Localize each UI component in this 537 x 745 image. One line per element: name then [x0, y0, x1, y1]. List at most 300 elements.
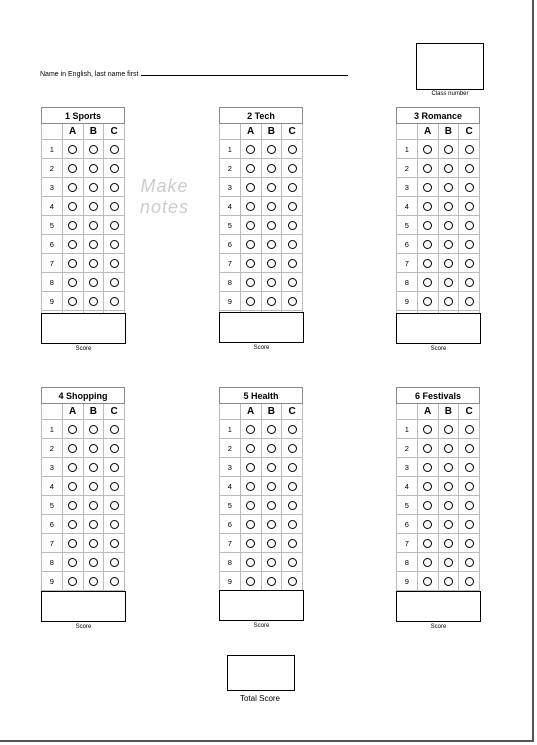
bubble-cell[interactable]: [459, 477, 480, 496]
bubble-cell[interactable]: [83, 159, 104, 178]
answer-bubble[interactable]: [288, 501, 297, 510]
bubble-cell[interactable]: [104, 477, 125, 496]
bubble-cell[interactable]: [104, 458, 125, 477]
answer-bubble[interactable]: [110, 221, 119, 230]
answer-bubble[interactable]: [444, 482, 453, 491]
answer-bubble[interactable]: [423, 221, 432, 230]
bubble-cell[interactable]: [282, 572, 303, 591]
answer-bubble[interactable]: [423, 482, 432, 491]
bubble-cell[interactable]: [417, 235, 438, 254]
bubble-cell[interactable]: [104, 178, 125, 197]
answer-bubble[interactable]: [246, 164, 255, 173]
bubble-cell[interactable]: [459, 178, 480, 197]
answer-bubble[interactable]: [444, 444, 453, 453]
answer-bubble[interactable]: [89, 558, 98, 567]
bubble-cell[interactable]: [459, 235, 480, 254]
bubble-cell[interactable]: [62, 178, 83, 197]
bubble-cell[interactable]: [459, 140, 480, 159]
bubble-cell[interactable]: [459, 496, 480, 515]
bubble-cell[interactable]: [459, 458, 480, 477]
bubble-cell[interactable]: [438, 572, 459, 591]
bubble-cell[interactable]: [104, 515, 125, 534]
answer-bubble[interactable]: [465, 297, 474, 306]
bubble-cell[interactable]: [459, 273, 480, 292]
bubble-cell[interactable]: [83, 235, 104, 254]
bubble-cell[interactable]: [240, 216, 261, 235]
answer-bubble[interactable]: [444, 221, 453, 230]
answer-bubble[interactable]: [465, 577, 474, 586]
answer-bubble[interactable]: [110, 444, 119, 453]
answer-bubble[interactable]: [288, 202, 297, 211]
bubble-cell[interactable]: [282, 140, 303, 159]
answer-bubble[interactable]: [110, 463, 119, 472]
bubble-cell[interactable]: [104, 534, 125, 553]
bubble-cell[interactable]: [261, 159, 282, 178]
bubble-cell[interactable]: [417, 254, 438, 273]
answer-bubble[interactable]: [444, 259, 453, 268]
answer-bubble[interactable]: [267, 259, 276, 268]
bubble-cell[interactable]: [282, 235, 303, 254]
answer-bubble[interactable]: [89, 297, 98, 306]
bubble-cell[interactable]: [104, 439, 125, 458]
answer-bubble[interactable]: [110, 539, 119, 548]
bubble-cell[interactable]: [417, 439, 438, 458]
answer-bubble[interactable]: [68, 539, 77, 548]
bubble-cell[interactable]: [83, 572, 104, 591]
bubble-cell[interactable]: [62, 273, 83, 292]
answer-bubble[interactable]: [110, 278, 119, 287]
bubble-cell[interactable]: [438, 553, 459, 572]
bubble-cell[interactable]: [417, 477, 438, 496]
answer-bubble[interactable]: [288, 463, 297, 472]
bubble-cell[interactable]: [240, 420, 261, 439]
bubble-cell[interactable]: [282, 292, 303, 311]
bubble-cell[interactable]: [417, 496, 438, 515]
answer-bubble[interactable]: [288, 145, 297, 154]
answer-bubble[interactable]: [444, 501, 453, 510]
bubble-cell[interactable]: [240, 254, 261, 273]
score-box-3[interactable]: [396, 313, 481, 344]
answer-bubble[interactable]: [246, 145, 255, 154]
bubble-cell[interactable]: [83, 197, 104, 216]
answer-bubble[interactable]: [288, 278, 297, 287]
answer-bubble[interactable]: [89, 577, 98, 586]
bubble-cell[interactable]: [83, 254, 104, 273]
score-box-2[interactable]: [219, 312, 304, 343]
answer-bubble[interactable]: [89, 463, 98, 472]
answer-bubble[interactable]: [246, 520, 255, 529]
bubble-cell[interactable]: [240, 553, 261, 572]
bubble-cell[interactable]: [240, 477, 261, 496]
answer-bubble[interactable]: [89, 520, 98, 529]
answer-bubble[interactable]: [465, 221, 474, 230]
bubble-cell[interactable]: [62, 477, 83, 496]
bubble-cell[interactable]: [62, 572, 83, 591]
answer-bubble[interactable]: [267, 482, 276, 491]
answer-bubble[interactable]: [444, 577, 453, 586]
bubble-cell[interactable]: [438, 420, 459, 439]
bubble-cell[interactable]: [438, 254, 459, 273]
answer-bubble[interactable]: [110, 482, 119, 491]
bubble-cell[interactable]: [282, 496, 303, 515]
answer-bubble[interactable]: [267, 425, 276, 434]
bubble-cell[interactable]: [62, 534, 83, 553]
answer-bubble[interactable]: [89, 221, 98, 230]
bubble-cell[interactable]: [282, 515, 303, 534]
answer-bubble[interactable]: [110, 145, 119, 154]
answer-bubble[interactable]: [267, 501, 276, 510]
answer-bubble[interactable]: [267, 164, 276, 173]
answer-bubble[interactable]: [246, 240, 255, 249]
answer-bubble[interactable]: [444, 558, 453, 567]
answer-bubble[interactable]: [246, 444, 255, 453]
answer-bubble[interactable]: [89, 145, 98, 154]
answer-bubble[interactable]: [465, 202, 474, 211]
answer-bubble[interactable]: [444, 278, 453, 287]
bubble-cell[interactable]: [459, 515, 480, 534]
bubble-cell[interactable]: [282, 254, 303, 273]
answer-bubble[interactable]: [267, 520, 276, 529]
bubble-cell[interactable]: [417, 553, 438, 572]
answer-bubble[interactable]: [444, 297, 453, 306]
bubble-cell[interactable]: [282, 273, 303, 292]
answer-bubble[interactable]: [423, 297, 432, 306]
bubble-cell[interactable]: [62, 197, 83, 216]
bubble-cell[interactable]: [417, 216, 438, 235]
answer-bubble[interactable]: [444, 539, 453, 548]
bubble-cell[interactable]: [438, 140, 459, 159]
answer-bubble[interactable]: [267, 297, 276, 306]
answer-bubble[interactable]: [89, 501, 98, 510]
answer-bubble[interactable]: [246, 183, 255, 192]
answer-bubble[interactable]: [246, 482, 255, 491]
answer-bubble[interactable]: [423, 444, 432, 453]
bubble-cell[interactable]: [83, 140, 104, 159]
bubble-cell[interactable]: [459, 254, 480, 273]
answer-bubble[interactable]: [246, 202, 255, 211]
answer-bubble[interactable]: [465, 259, 474, 268]
bubble-cell[interactable]: [459, 197, 480, 216]
answer-bubble[interactable]: [444, 425, 453, 434]
bubble-cell[interactable]: [83, 439, 104, 458]
bubble-cell[interactable]: [261, 515, 282, 534]
answer-bubble[interactable]: [267, 145, 276, 154]
bubble-cell[interactable]: [62, 140, 83, 159]
answer-bubble[interactable]: [246, 259, 255, 268]
bubble-cell[interactable]: [417, 197, 438, 216]
answer-bubble[interactable]: [110, 202, 119, 211]
answer-bubble[interactable]: [267, 558, 276, 567]
bubble-cell[interactable]: [104, 254, 125, 273]
bubble-cell[interactable]: [261, 235, 282, 254]
answer-bubble[interactable]: [68, 425, 77, 434]
answer-bubble[interactable]: [423, 145, 432, 154]
bubble-cell[interactable]: [240, 140, 261, 159]
bubble-cell[interactable]: [83, 534, 104, 553]
bubble-cell[interactable]: [438, 159, 459, 178]
answer-bubble[interactable]: [465, 558, 474, 567]
bubble-cell[interactable]: [438, 515, 459, 534]
answer-bubble[interactable]: [68, 577, 77, 586]
bubble-cell[interactable]: [282, 197, 303, 216]
bubble-cell[interactable]: [104, 420, 125, 439]
answer-bubble[interactable]: [68, 183, 77, 192]
answer-bubble[interactable]: [89, 202, 98, 211]
bubble-cell[interactable]: [417, 178, 438, 197]
answer-bubble[interactable]: [89, 444, 98, 453]
answer-bubble[interactable]: [444, 164, 453, 173]
bubble-cell[interactable]: [83, 292, 104, 311]
answer-bubble[interactable]: [246, 221, 255, 230]
bubble-cell[interactable]: [261, 216, 282, 235]
answer-bubble[interactable]: [288, 444, 297, 453]
bubble-cell[interactable]: [459, 572, 480, 591]
bubble-cell[interactable]: [438, 477, 459, 496]
answer-bubble[interactable]: [423, 463, 432, 472]
bubble-cell[interactable]: [459, 292, 480, 311]
answer-bubble[interactable]: [288, 539, 297, 548]
bubble-cell[interactable]: [104, 496, 125, 515]
answer-bubble[interactable]: [89, 240, 98, 249]
answer-bubble[interactable]: [246, 278, 255, 287]
bubble-cell[interactable]: [417, 458, 438, 477]
answer-bubble[interactable]: [288, 558, 297, 567]
answer-bubble[interactable]: [267, 278, 276, 287]
bubble-cell[interactable]: [261, 140, 282, 159]
answer-bubble[interactable]: [267, 221, 276, 230]
bubble-cell[interactable]: [62, 235, 83, 254]
bubble-cell[interactable]: [417, 420, 438, 439]
answer-bubble[interactable]: [246, 577, 255, 586]
answer-bubble[interactable]: [68, 463, 77, 472]
answer-bubble[interactable]: [267, 202, 276, 211]
bubble-cell[interactable]: [459, 439, 480, 458]
bubble-cell[interactable]: [261, 178, 282, 197]
bubble-cell[interactable]: [261, 420, 282, 439]
bubble-cell[interactable]: [83, 178, 104, 197]
bubble-cell[interactable]: [62, 496, 83, 515]
answer-bubble[interactable]: [465, 463, 474, 472]
answer-bubble[interactable]: [288, 482, 297, 491]
answer-bubble[interactable]: [444, 145, 453, 154]
answer-bubble[interactable]: [68, 297, 77, 306]
bubble-cell[interactable]: [261, 292, 282, 311]
answer-bubble[interactable]: [68, 259, 77, 268]
bubble-cell[interactable]: [104, 553, 125, 572]
answer-bubble[interactable]: [246, 539, 255, 548]
bubble-cell[interactable]: [261, 458, 282, 477]
answer-bubble[interactable]: [246, 425, 255, 434]
score-box-1[interactable]: [41, 313, 126, 344]
bubble-cell[interactable]: [417, 292, 438, 311]
answer-bubble[interactable]: [423, 501, 432, 510]
bubble-cell[interactable]: [417, 273, 438, 292]
bubble-cell[interactable]: [83, 273, 104, 292]
answer-bubble[interactable]: [288, 164, 297, 173]
bubble-cell[interactable]: [282, 178, 303, 197]
bubble-cell[interactable]: [104, 197, 125, 216]
bubble-cell[interactable]: [282, 534, 303, 553]
answer-bubble[interactable]: [110, 240, 119, 249]
answer-bubble[interactable]: [288, 520, 297, 529]
answer-bubble[interactable]: [68, 145, 77, 154]
answer-bubble[interactable]: [68, 520, 77, 529]
bubble-cell[interactable]: [62, 292, 83, 311]
bubble-cell[interactable]: [240, 197, 261, 216]
bubble-cell[interactable]: [62, 159, 83, 178]
bubble-cell[interactable]: [459, 553, 480, 572]
score-box-5[interactable]: [219, 590, 304, 621]
answer-bubble[interactable]: [89, 183, 98, 192]
bubble-cell[interactable]: [240, 159, 261, 178]
answer-bubble[interactable]: [267, 577, 276, 586]
bubble-cell[interactable]: [438, 178, 459, 197]
answer-bubble[interactable]: [423, 183, 432, 192]
bubble-cell[interactable]: [261, 572, 282, 591]
answer-bubble[interactable]: [423, 558, 432, 567]
answer-bubble[interactable]: [465, 501, 474, 510]
bubble-cell[interactable]: [261, 477, 282, 496]
answer-bubble[interactable]: [465, 164, 474, 173]
answer-bubble[interactable]: [465, 539, 474, 548]
answer-bubble[interactable]: [110, 558, 119, 567]
bubble-cell[interactable]: [83, 458, 104, 477]
answer-bubble[interactable]: [423, 202, 432, 211]
answer-bubble[interactable]: [465, 520, 474, 529]
answer-bubble[interactable]: [110, 501, 119, 510]
bubble-cell[interactable]: [83, 553, 104, 572]
score-box-6[interactable]: [396, 591, 481, 622]
bubble-cell[interactable]: [417, 140, 438, 159]
bubble-cell[interactable]: [83, 216, 104, 235]
bubble-cell[interactable]: [261, 197, 282, 216]
answer-bubble[interactable]: [267, 444, 276, 453]
answer-bubble[interactable]: [465, 444, 474, 453]
bubble-cell[interactable]: [459, 159, 480, 178]
class-number-box[interactable]: [416, 43, 484, 90]
answer-bubble[interactable]: [465, 183, 474, 192]
bubble-cell[interactable]: [240, 515, 261, 534]
name-blank-line[interactable]: [141, 68, 348, 76]
bubble-cell[interactable]: [240, 235, 261, 254]
answer-bubble[interactable]: [423, 278, 432, 287]
answer-bubble[interactable]: [465, 482, 474, 491]
bubble-cell[interactable]: [417, 572, 438, 591]
bubble-cell[interactable]: [104, 216, 125, 235]
answer-bubble[interactable]: [110, 259, 119, 268]
bubble-cell[interactable]: [261, 439, 282, 458]
bubble-cell[interactable]: [83, 515, 104, 534]
answer-bubble[interactable]: [465, 240, 474, 249]
answer-bubble[interactable]: [288, 240, 297, 249]
bubble-cell[interactable]: [438, 197, 459, 216]
answer-bubble[interactable]: [288, 297, 297, 306]
answer-bubble[interactable]: [110, 164, 119, 173]
bubble-cell[interactable]: [261, 553, 282, 572]
answer-bubble[interactable]: [423, 577, 432, 586]
answer-bubble[interactable]: [267, 539, 276, 548]
answer-bubble[interactable]: [246, 501, 255, 510]
bubble-cell[interactable]: [104, 572, 125, 591]
answer-bubble[interactable]: [68, 240, 77, 249]
answer-bubble[interactable]: [465, 425, 474, 434]
answer-bubble[interactable]: [288, 425, 297, 434]
name-field[interactable]: [40, 68, 348, 78]
answer-bubble[interactable]: [89, 259, 98, 268]
bubble-cell[interactable]: [62, 420, 83, 439]
bubble-cell[interactable]: [62, 216, 83, 235]
bubble-cell[interactable]: [261, 496, 282, 515]
answer-bubble[interactable]: [423, 259, 432, 268]
answer-bubble[interactable]: [89, 482, 98, 491]
bubble-cell[interactable]: [438, 235, 459, 254]
bubble-cell[interactable]: [282, 216, 303, 235]
answer-bubble[interactable]: [89, 539, 98, 548]
bubble-cell[interactable]: [240, 439, 261, 458]
answer-bubble[interactable]: [68, 278, 77, 287]
bubble-cell[interactable]: [282, 420, 303, 439]
bubble-cell[interactable]: [62, 439, 83, 458]
bubble-cell[interactable]: [282, 553, 303, 572]
bubble-cell[interactable]: [240, 273, 261, 292]
answer-bubble[interactable]: [68, 558, 77, 567]
answer-bubble[interactable]: [110, 577, 119, 586]
bubble-cell[interactable]: [417, 159, 438, 178]
bubble-cell[interactable]: [240, 292, 261, 311]
bubble-cell[interactable]: [62, 458, 83, 477]
bubble-cell[interactable]: [104, 140, 125, 159]
bubble-cell[interactable]: [417, 534, 438, 553]
bubble-cell[interactable]: [83, 496, 104, 515]
answer-bubble[interactable]: [444, 240, 453, 249]
answer-bubble[interactable]: [246, 558, 255, 567]
answer-bubble[interactable]: [465, 278, 474, 287]
answer-bubble[interactable]: [288, 577, 297, 586]
answer-bubble[interactable]: [288, 259, 297, 268]
answer-bubble[interactable]: [267, 183, 276, 192]
bubble-cell[interactable]: [62, 254, 83, 273]
bubble-cell[interactable]: [240, 534, 261, 553]
answer-bubble[interactable]: [89, 278, 98, 287]
bubble-cell[interactable]: [282, 477, 303, 496]
answer-bubble[interactable]: [423, 520, 432, 529]
answer-bubble[interactable]: [267, 463, 276, 472]
bubble-cell[interactable]: [261, 254, 282, 273]
answer-bubble[interactable]: [68, 202, 77, 211]
answer-bubble[interactable]: [444, 202, 453, 211]
answer-bubble[interactable]: [423, 164, 432, 173]
bubble-cell[interactable]: [83, 477, 104, 496]
bubble-cell[interactable]: [240, 496, 261, 515]
answer-bubble[interactable]: [444, 520, 453, 529]
bubble-cell[interactable]: [438, 216, 459, 235]
answer-bubble[interactable]: [444, 463, 453, 472]
answer-bubble[interactable]: [68, 482, 77, 491]
answer-bubble[interactable]: [89, 425, 98, 434]
bubble-cell[interactable]: [261, 273, 282, 292]
bubble-cell[interactable]: [62, 553, 83, 572]
bubble-cell[interactable]: [104, 292, 125, 311]
bubble-cell[interactable]: [417, 515, 438, 534]
bubble-cell[interactable]: [459, 534, 480, 553]
bubble-cell[interactable]: [438, 496, 459, 515]
answer-bubble[interactable]: [68, 164, 77, 173]
bubble-cell[interactable]: [240, 178, 261, 197]
bubble-cell[interactable]: [282, 458, 303, 477]
answer-bubble[interactable]: [444, 183, 453, 192]
bubble-cell[interactable]: [282, 439, 303, 458]
bubble-cell[interactable]: [459, 420, 480, 439]
